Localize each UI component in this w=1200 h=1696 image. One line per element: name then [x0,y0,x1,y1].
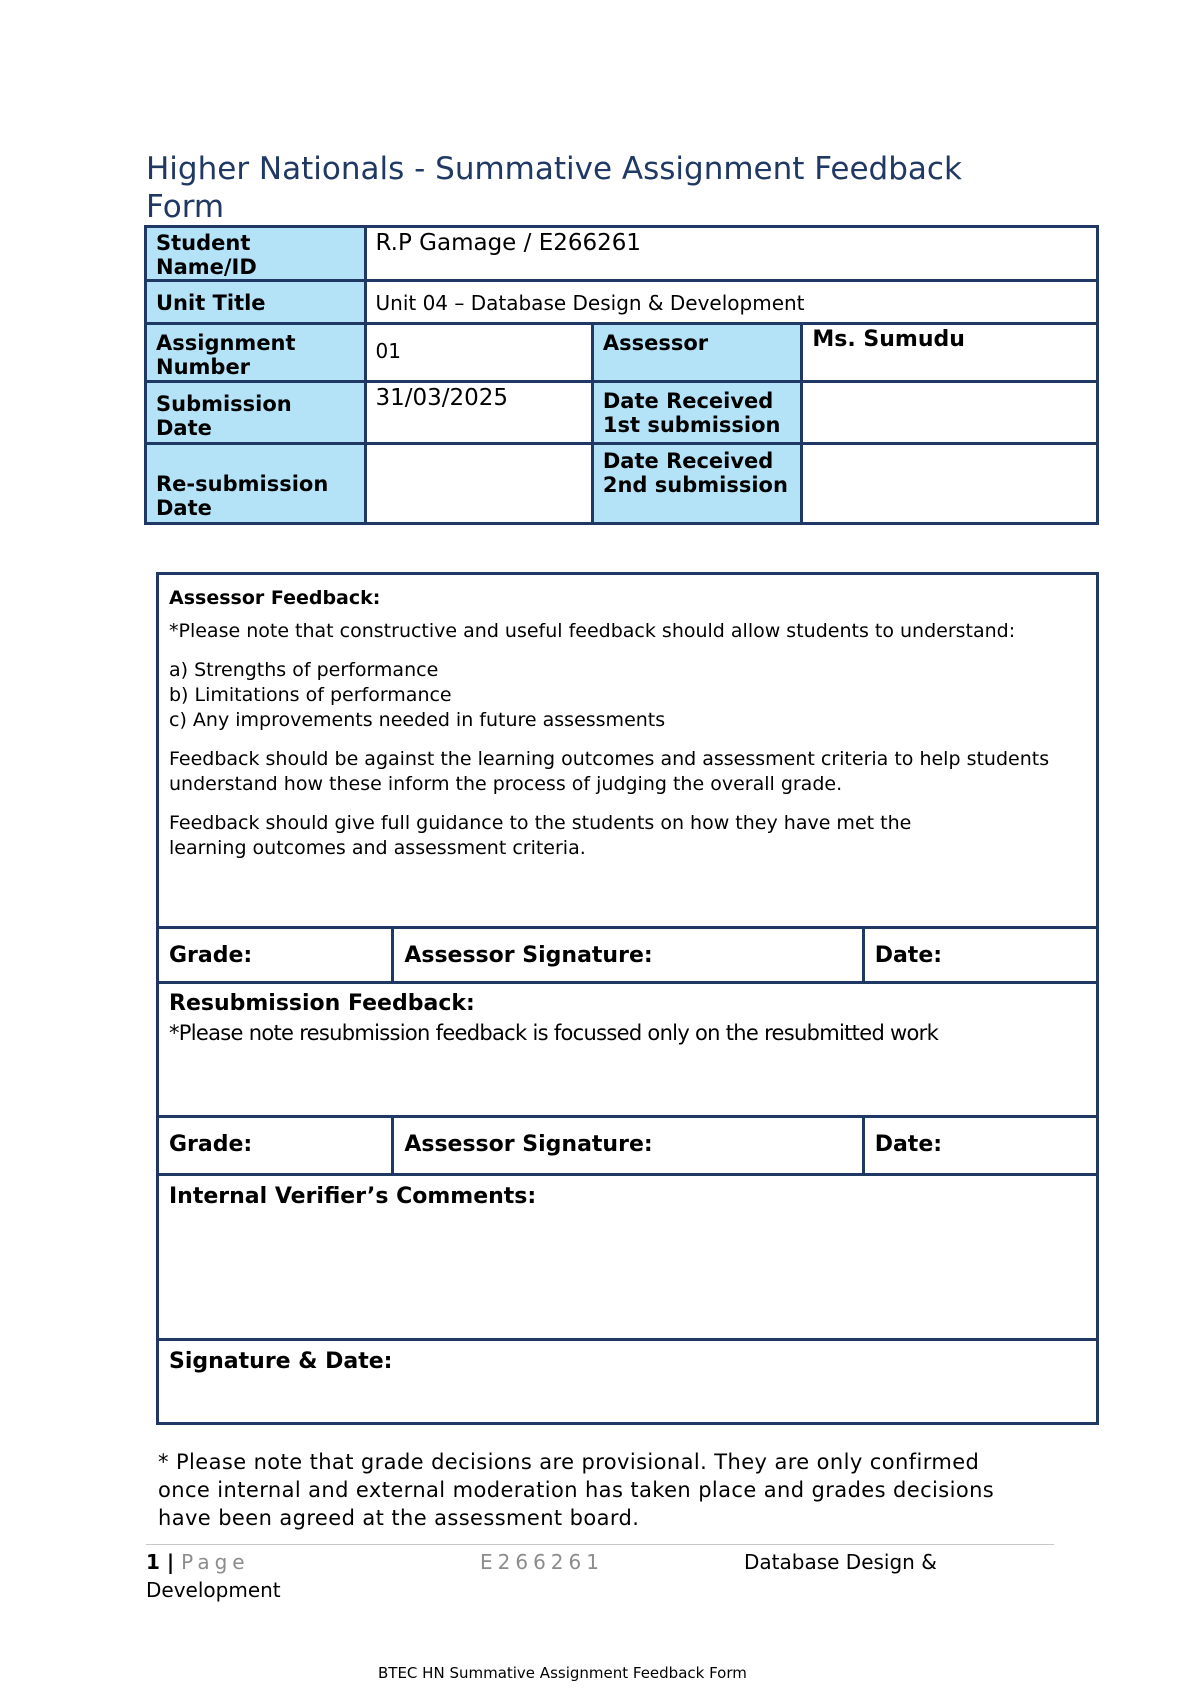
assignment-number-value: 01 [365,324,592,382]
resubmission-feedback-heading: Resubmission Feedback: [169,991,475,1016]
submission-date-value: 31/03/2025 [365,382,592,444]
submission-date-label: Submission Date [146,382,366,444]
grade-label: Grade: [158,928,393,983]
assessor-signature-label: Assessor Signature: [393,928,863,983]
assessor-feedback-cell [158,574,1098,928]
assessor-label: Assessor [592,324,802,382]
footer-unit-name: Database Design & [744,1550,937,1574]
list-item: b) Limitations of performance [169,684,452,706]
resubmission-date-label: Re-submission Date [146,444,366,524]
grade-provisional-note: * Please note that grade decisions are provisional. They are only confirmed once internal and external moderation has taken place and grades decisions have been agreed at the assessment board. [158,1450,995,1530]
list-item: c) Any improvements needed in future assessments [169,709,666,731]
date-received-1-label: Date Received 1st submission [592,382,802,444]
assessor-signature-label-2: Assessor Signature: [393,1117,863,1175]
resubmission-feedback-cell [158,983,1098,1117]
signature-date-label: Signature & Date: [158,1340,1098,1424]
page-title: Higher Nationals - Summative Assignment Feedback Form [146,151,962,225]
footer-divider [146,1544,1054,1545]
date-received-1-value [802,382,1098,444]
page-separator: | [159,1550,182,1574]
assessor-value: Ms. Sumudu [802,324,1098,382]
date-label: Date: [863,928,1097,983]
unit-title-label: Unit Title [146,281,366,324]
document-footer-title: BTEC HN Summative Assignment Feedback Form [378,1664,747,1682]
grade-label-2: Grade: [158,1117,393,1175]
student-info-table [144,225,1099,525]
footer-student-id: E266261 [480,1550,604,1574]
date-label-2: Date: [863,1117,1097,1175]
feedback-guidance-1: Feedback should be against the learning outcomes and assessment criteria to help students understand how these inform the process of judging the overall grade. [169,748,1050,795]
internal-verifier-comments: Internal Verifier’s Comments: [158,1175,1098,1340]
student-name-value: R.P Gamage / E266261 [365,227,1098,281]
list-item: a) Strengths of performance [169,659,439,681]
date-received-2-value [802,444,1098,524]
page-footer [146,1548,1066,1602]
feedback-criteria-list [169,658,1086,733]
feedback-note: *Please note that constructive and useful feedback should allow students to understand: [169,620,1016,642]
feedback-table [156,572,1099,1425]
resubmission-date-value [365,444,592,524]
page-word: Page [181,1550,250,1574]
date-received-2-label: Date Received 2nd submission [592,444,802,524]
feedback-guidance-2: Feedback should give full guidance to the students on how they have met the learning outcomes and assessment criteria. [169,812,912,859]
unit-title-value: Unit 04 – Database Design & Development [365,281,1098,324]
student-name-label: Student Name/ID [146,227,366,281]
assignment-number-label: Assignment Number [146,324,366,382]
assessor-feedback-heading: Assessor Feedback: [169,587,381,609]
resubmission-note: *Please note resubmission feedback is focussed only on the resubmitted work [169,1021,939,1045]
page-number: 1 [146,1550,160,1574]
footer-unit-name-continued: Development [146,1578,281,1602]
